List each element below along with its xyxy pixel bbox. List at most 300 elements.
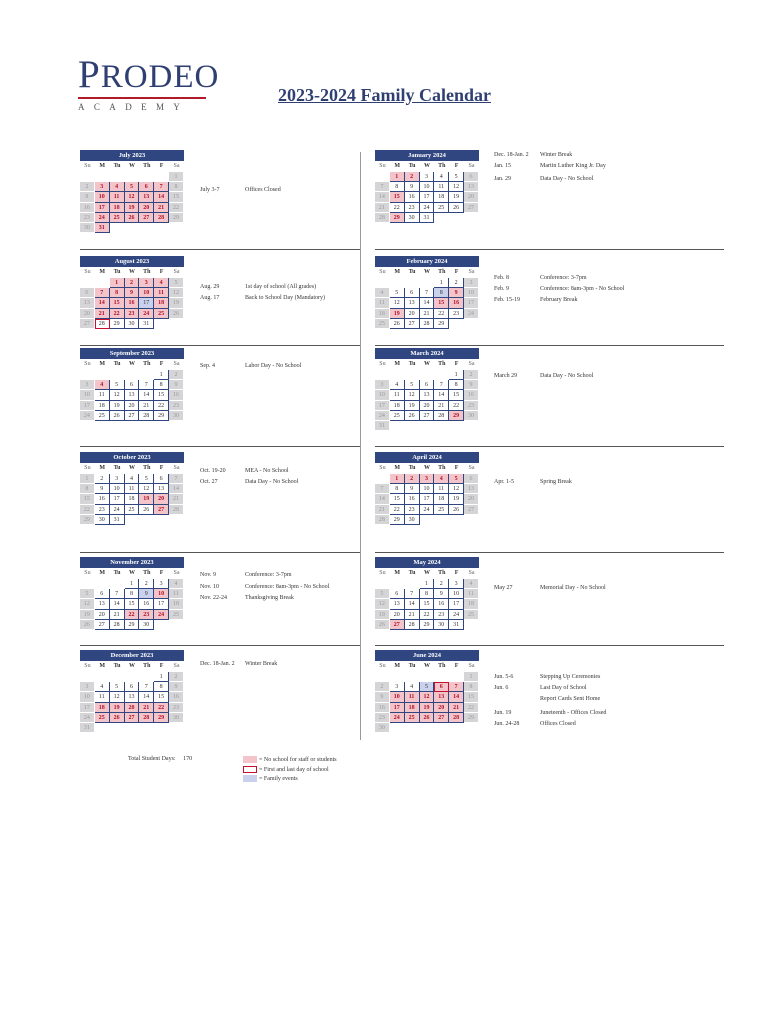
day-cell: 2 [434,579,449,589]
empty-cell [375,370,390,380]
day-cell: 2 [139,579,154,589]
day-cell: 7 [154,182,169,192]
day-cell: 21 [139,401,154,411]
day-cell: 4 [434,172,449,182]
day-cell: 17 [375,401,390,411]
day-cell: 12 [139,484,154,494]
day-cell: 8 [154,682,169,692]
event-date: Aug. 17 [200,295,220,301]
day-cell: 30 [405,213,420,223]
day-cell: 6 [95,589,110,599]
day-cell: 25 [110,213,125,223]
day-cell: 9 [169,682,184,692]
day-cell: 17 [420,494,435,504]
month-header: April 2024 [375,452,479,463]
day-cell: 30 [464,411,479,421]
month-calendar [80,452,184,525]
day-cell: 22 [464,703,479,713]
day-cell: 24 [139,309,154,319]
day-cell: 29 [420,620,435,630]
empty-cell [375,172,390,182]
day-cell: 3 [375,380,390,390]
day-cell: 25 [434,203,449,213]
day-cell: 27 [464,203,479,213]
day-cell: 16 [375,703,390,713]
empty-cell [405,278,420,288]
weekday-label: W [423,465,430,471]
day-cell: 17 [390,703,405,713]
month-separator [375,552,724,553]
day-cell: 19 [139,494,154,504]
empty-cell [390,370,405,380]
weekday-label: Sa [468,269,475,275]
event-date: Apr. 1-5 [494,479,514,485]
empty-cell [434,370,449,380]
day-cell: 19 [449,192,464,202]
day-cell: 19 [420,703,435,713]
day-cell: 13 [80,298,95,308]
weekday-label: Th [143,663,151,669]
weekday-label: Tu [113,663,121,669]
day-cell: 27 [125,713,140,723]
month-calendar [375,452,479,525]
day-cell: 10 [464,288,479,298]
day-cell: 6 [154,474,169,484]
day-cell: 24 [449,610,464,620]
day-cell: 13 [125,692,140,702]
weekday-label: M [99,570,106,576]
weekday-row [80,359,184,370]
day-cell: 30 [169,411,184,421]
day-cell: 23 [449,309,464,319]
weekday-label: F [159,465,164,471]
weekday-label: Sa [173,163,180,169]
weekday-label: F [454,465,459,471]
day-cell: 21 [375,505,390,515]
day-cell: 17 [449,599,464,609]
day-grid [80,172,184,233]
day-cell: 27 [125,411,140,421]
day-cell: 3 [110,474,125,484]
weekday-label: Tu [408,663,416,669]
day-cell: 18 [95,401,110,411]
day-cell: 9 [125,288,140,298]
event-text: Conference: 8am-3pm - No School [540,286,625,292]
day-cell: 11 [464,589,479,599]
day-cell: 8 [80,484,95,494]
weekday-label: Sa [468,163,475,169]
day-cell: 31 [420,213,435,223]
event-date: Feb. 8 [494,275,509,281]
day-cell: 10 [110,484,125,494]
day-cell: 20 [139,203,154,213]
weekday-row [80,463,184,474]
month-separator [375,645,724,646]
month-separator [80,446,360,447]
day-cell: 31 [139,319,154,329]
day-cell: 29 [390,515,405,525]
day-cell: 21 [95,309,110,319]
day-cell: 20 [154,494,169,504]
day-cell: 8 [390,182,405,192]
day-cell: 19 [125,203,140,213]
day-cell: 5 [390,288,405,298]
month-separator [80,345,360,346]
event-date: Oct. 27 [200,479,218,485]
day-cell: 8 [110,288,125,298]
day-cell: 1 [449,370,464,380]
day-cell: 15 [154,390,169,400]
weekday-label: W [423,570,430,576]
day-cell: 23 [169,703,184,713]
day-cell: 25 [390,411,405,421]
day-cell: 2 [405,474,420,484]
day-cell: 2 [95,474,110,484]
day-cell: 9 [169,380,184,390]
month-separator [80,249,360,250]
weekday-label: F [159,663,164,669]
day-cell: 2 [169,672,184,682]
month-separator [375,249,724,250]
event-text: February Break [540,297,578,303]
day-cell: 1 [169,172,184,182]
event-date: Oct. 19-20 [200,468,226,474]
day-cell: 7 [449,682,464,692]
weekday-label: Tu [113,465,121,471]
day-cell: 15 [390,192,405,202]
month-header: June 2024 [375,650,479,661]
day-cell: 23 [169,401,184,411]
logo-wordmark: PRODEO [78,53,220,96]
day-cell: 12 [405,390,420,400]
day-grid [375,370,479,431]
day-cell: 6 [390,589,405,599]
legend-no-school [243,756,337,763]
day-cell: 26 [110,713,125,723]
day-cell: 21 [139,703,154,713]
day-cell: 21 [405,610,420,620]
day-cell: 23 [434,610,449,620]
day-cell: 17 [464,298,479,308]
event-text: Winter Break [245,661,278,667]
logo-rule [78,97,206,99]
day-cell: 17 [80,703,95,713]
day-cell: 22 [449,401,464,411]
day-cell: 19 [449,494,464,504]
day-cell: 14 [375,192,390,202]
day-cell: 14 [169,484,184,494]
day-cell: 10 [154,589,169,599]
day-cell: 24 [420,505,435,515]
day-cell: 7 [375,182,390,192]
day-cell: 18 [434,192,449,202]
day-cell: 26 [449,505,464,515]
weekday-label: Tu [408,570,416,576]
day-cell: 28 [139,713,154,723]
day-cell: 3 [390,682,405,692]
day-cell: 10 [80,692,95,702]
weekday-label: Su [379,269,386,275]
day-cell: 12 [169,288,184,298]
day-cell: 3 [449,579,464,589]
day-cell: 24 [464,309,479,319]
empty-cell [125,172,140,182]
weekday-label: Th [143,269,151,275]
day-cell: 2 [125,278,140,288]
day-cell: 27 [390,620,405,630]
event-text: Data Day - No School [540,373,594,379]
day-cell: 24 [390,713,405,723]
day-cell: 25 [464,610,479,620]
weekday-label: Su [379,570,386,576]
day-cell: 27 [95,620,110,630]
weekday-label: Tu [408,269,416,275]
day-cell: 5 [449,474,464,484]
day-cell: 7 [375,484,390,494]
weekday-label: Tu [408,465,416,471]
day-cell: 17 [139,298,154,308]
event-text: 1st day of school (All grades) [245,284,317,290]
month-calendar [375,650,479,733]
month-header: February 2024 [375,256,479,267]
event-date: Dec. 18-Jan. 2 [200,661,235,667]
day-cell: 28 [434,411,449,421]
day-cell: 13 [125,390,140,400]
day-cell: 29 [110,319,125,329]
day-cell: 11 [154,288,169,298]
day-cell: 1 [420,579,435,589]
day-cell: 20 [95,610,110,620]
day-cell: 29 [80,515,95,525]
weekday-label: Th [438,663,446,669]
day-cell: 26 [139,505,154,515]
event-text: Juneteenth - Offices Closed [540,710,607,716]
day-cell: 9 [449,288,464,298]
day-cell: 24 [95,213,110,223]
legend-family [243,775,298,782]
event-date: Nov. 9 [200,572,216,578]
day-cell: 20 [125,401,140,411]
day-cell: 12 [110,390,125,400]
day-cell: 8 [125,589,140,599]
total-label: Total Student Days: [128,756,176,762]
weekday-row [80,267,184,278]
event-text: Offices Closed [540,721,576,727]
day-cell: 1 [390,172,405,182]
day-cell: 22 [169,203,184,213]
day-cell: 10 [375,390,390,400]
month-separator [375,345,724,346]
day-cell: 14 [375,494,390,504]
day-cell: 27 [139,213,154,223]
weekday-label: M [99,163,106,169]
day-grid [80,579,184,630]
day-cell: 21 [154,203,169,213]
empty-cell [449,672,464,682]
day-grid [375,474,479,525]
empty-cell [80,278,95,288]
empty-cell [434,672,449,682]
day-cell: 21 [110,610,125,620]
empty-cell [125,370,140,380]
day-cell: 8 [154,380,169,390]
event-date: Jun. 6 [494,685,509,691]
day-cell: 30 [405,515,420,525]
weekday-label: F [159,269,164,275]
day-cell: 31 [95,223,110,233]
day-cell: 8 [464,682,479,692]
weekday-label: Tu [408,361,416,367]
day-cell: 29 [154,411,169,421]
day-cell: 1 [154,672,169,682]
weekday-row [375,267,479,278]
month-calendar [80,557,184,630]
weekday-label: Th [438,269,446,275]
day-cell: 5 [420,682,435,692]
empty-cell [110,672,125,682]
page-title: 2023-2024 Family Calendar [278,85,491,105]
day-cell: 8 [434,288,449,298]
day-cell: 18 [125,494,140,504]
empty-cell [110,579,125,589]
weekday-label: Su [84,570,91,576]
day-cell: 13 [390,599,405,609]
legend-swatch-family [243,775,257,782]
day-grid [80,474,184,525]
weekday-label: Sa [173,269,180,275]
event-text: Winter Break [540,152,573,158]
day-grid [375,172,479,223]
day-cell: 27 [154,505,169,515]
day-cell: 28 [110,620,125,630]
day-cell: 14 [420,298,435,308]
weekday-label: Su [379,361,386,367]
total-student-days [128,756,192,762]
weekday-label: M [99,465,106,471]
weekday-label: W [128,570,135,576]
event-text: Thanksgiving Break [245,595,294,601]
month-header: January 2024 [375,150,479,161]
day-cell: 25 [95,411,110,421]
day-cell: 26 [405,411,420,421]
weekday-label: F [454,269,459,275]
day-cell: 12 [125,192,140,202]
day-cell: 26 [80,620,95,630]
empty-cell [80,370,95,380]
day-cell: 14 [449,692,464,702]
empty-cell [390,672,405,682]
day-cell: 23 [139,610,154,620]
day-cell: 24 [154,610,169,620]
day-cell: 16 [464,390,479,400]
day-cell: 25 [125,505,140,515]
day-cell: 3 [80,380,95,390]
legend-swatch-first-last [243,766,257,773]
day-cell: 23 [375,713,390,723]
day-cell: 23 [125,309,140,319]
day-cell: 4 [434,474,449,484]
event-date: Jan. 15 [494,163,511,169]
weekday-label: W [128,465,135,471]
weekday-label: M [394,163,401,169]
day-cell: 13 [405,298,420,308]
day-cell: 4 [154,278,169,288]
day-cell: 15 [390,494,405,504]
day-cell: 29 [449,411,464,421]
day-cell: 15 [420,599,435,609]
day-cell: 5 [110,682,125,692]
day-cell: 15 [110,298,125,308]
month-header: May 2024 [375,557,479,568]
day-cell: 29 [154,713,169,723]
month-separator [80,645,360,646]
day-cell: 17 [420,192,435,202]
weekday-label: F [454,570,459,576]
day-cell: 26 [420,713,435,723]
day-cell: 22 [125,610,140,620]
event-date: Aug. 29 [200,284,220,290]
event-text: Martin Luther King Jr. Day [540,163,606,169]
day-cell: 20 [125,703,140,713]
legend-swatch-no-school [243,756,257,763]
day-cell: 3 [464,278,479,288]
weekday-label: W [128,269,135,275]
weekday-label: Sa [173,361,180,367]
weekday-label: Sa [173,570,180,576]
event-text: Conference: 3-7pm [540,275,587,281]
day-cell: 9 [405,484,420,494]
empty-cell [80,579,95,589]
day-cell: 13 [154,484,169,494]
month-calendar [375,348,479,431]
day-cell: 16 [434,599,449,609]
day-cell: 12 [80,599,95,609]
total-value: 170 [183,756,193,762]
event-date: Feb. 9 [494,286,509,292]
day-cell: 4 [464,579,479,589]
day-cell: 30 [125,319,140,329]
day-cell: 1 [110,278,125,288]
day-cell: 16 [405,494,420,504]
day-cell: 15 [464,692,479,702]
empty-cell [95,278,110,288]
weekday-label: F [159,361,164,367]
empty-cell [420,370,435,380]
event-date: March 29 [494,373,518,379]
day-cell: 25 [154,309,169,319]
weekday-label: Tu [113,361,121,367]
day-cell: 12 [375,599,390,609]
day-cell: 14 [154,192,169,202]
weekday-label: W [423,269,430,275]
day-cell: 24 [375,411,390,421]
event-text: Last Day of School [540,685,587,691]
day-cell: 17 [110,494,125,504]
day-cell: 27 [405,319,420,329]
day-cell: 8 [169,182,184,192]
day-cell: 25 [169,610,184,620]
weekday-label: Sa [468,663,475,669]
day-cell: 15 [154,692,169,702]
day-cell: 29 [434,319,449,329]
event-text: Offices Closed [245,187,281,193]
day-cell: 15 [434,298,449,308]
day-cell: 28 [169,505,184,515]
legend-text: = First and last day of school [259,766,329,773]
day-cell: 21 [449,703,464,713]
day-cell: 20 [434,703,449,713]
weekday-row [375,661,479,672]
